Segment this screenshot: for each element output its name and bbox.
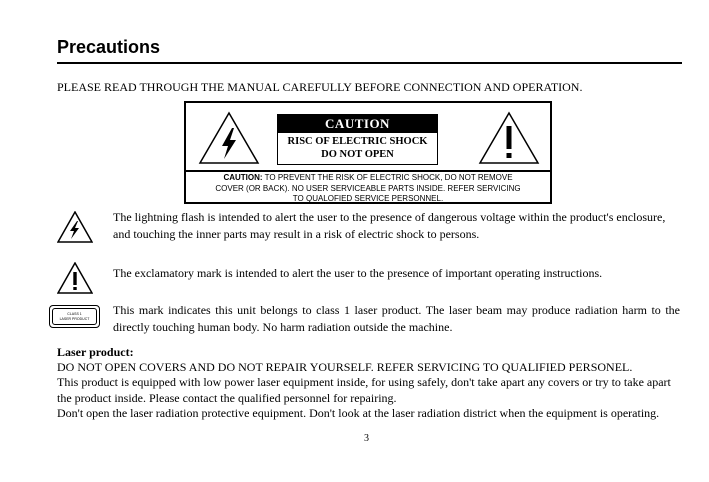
laser-section-line-1: DO NOT OPEN COVERS AND DO NOT REPAIR YOURSELF. REFER SERVICING TO QUALIFIED PERSONEL. — [57, 360, 633, 375]
exclamation-icon — [57, 262, 93, 294]
lightning-description — [113, 209, 688, 243]
caution-divider — [186, 170, 550, 172]
lightning-description-line-2: and touching the inner parts may result in a risk of electric shock to persons. — [113, 227, 480, 241]
laser-class-description: This mark indicates this unit belongs to class 1 laser product. The laser beam may produce radiation harm to the directly touching human body. No harm radiation outside the machine. — [113, 303, 680, 334]
caution-label — [277, 114, 438, 165]
caution-box — [184, 101, 552, 204]
caution-note — [190, 173, 546, 205]
caution-note-line-3: TO QUALOFIED SERVICE PERSONNEL. — [292, 194, 444, 203]
caution-note-line-2: COVER (OR BACK). NO USER SERVICEABLE PARTS INSIDE. REFER SERVICING — [215, 183, 521, 193]
lightning-description-line-1: The lightning flash is intended to alert the user to the presence of dangerous voltage within the product's enclosure, — [113, 210, 666, 224]
laser-section-line-3: the product inside. Please contact the qualified personnel for repairing. — [57, 390, 397, 405]
title-rule — [57, 62, 682, 64]
lightning-icon — [57, 211, 93, 243]
caution-line-1: RISC OF ELECTRIC SHOCK — [287, 136, 428, 147]
laser-section-heading: Laser product: — [57, 345, 134, 359]
caution-note-line-1: TO PREVENT THE RISK OF ELECTRIC SHOCK, DO NOT REMOVE — [262, 173, 513, 182]
page-number: 3 — [364, 433, 369, 444]
laser-label-line-2: LASER PRODUCT — [59, 317, 90, 321]
class1-laser-label — [49, 305, 100, 328]
laser-product-section — [57, 345, 677, 421]
exclamation-warning-icon — [478, 111, 540, 165]
lightning-warning-icon — [198, 111, 260, 165]
caution-line-2: DO NOT OPEN — [321, 149, 394, 160]
page-title: Precautions — [57, 37, 161, 57]
intro-text: PLEASE READ THROUGH THE MANUAL CAREFULLY BEFORE CONNECTION AND OPERATION. — [57, 80, 583, 94]
laser-label-line-1: CLASS 1 — [67, 312, 82, 316]
caution-header: CAUTION — [278, 115, 437, 133]
laser-section-line-4: Don't open the laser radiation protective equipment. Don't look at the laser radiation district when the equipment is operating. — [57, 405, 660, 420]
caution-note-label: CAUTION: — [223, 173, 263, 182]
exclamation-description: The exclamatory mark is intended to alert the user to the presence of important operating instructions. — [113, 266, 603, 280]
laser-section-line-2: This product is equipped with low power laser equipment inside, for using safely, don't take apart any covers or try to take apart — [57, 375, 671, 390]
